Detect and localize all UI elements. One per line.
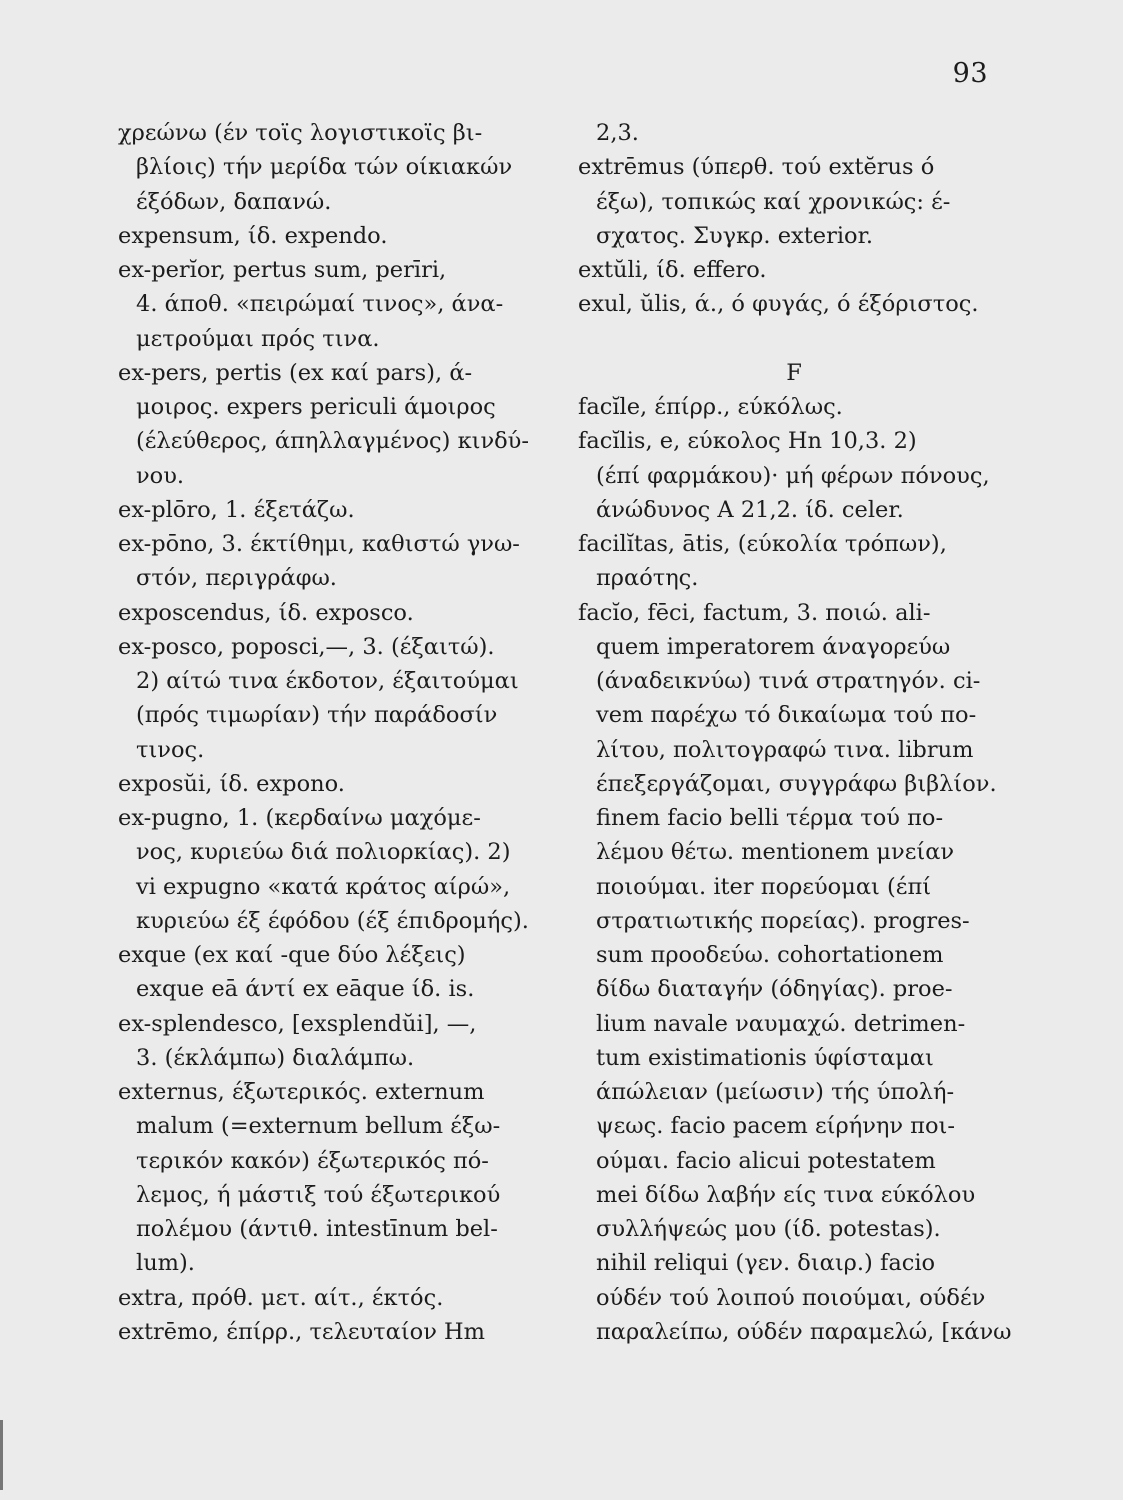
text-line: vem παρέχω τό δικαίωμα τού πο- xyxy=(596,702,977,729)
text-line: lum). xyxy=(136,1250,195,1277)
text-line: sum προοδεύω. cohortationem xyxy=(596,942,944,968)
text-line: exque eā άντί ex eāque ίδ. is. xyxy=(136,976,475,1003)
left-column xyxy=(118,116,546,1349)
text-line: βλίοις) τήν μερίδα τών οίκιακών xyxy=(136,154,513,181)
text-line: έξόδων, δαπανώ. xyxy=(136,188,332,215)
text-line xyxy=(578,322,1010,356)
text-line: χρεώνω (έν τοϊς λογιστικοϊς βι- xyxy=(118,120,483,146)
text-line: facilĭtas, ātis, (εύκολία τρόπων), xyxy=(578,531,947,557)
text-line: στόν, περιγράφω. xyxy=(136,565,337,592)
text-line: λεμος, ή μάστιξ τού έξωτερικού xyxy=(136,1181,501,1208)
text-line: λέμου θέτω. mentionem μνείαν xyxy=(596,839,955,866)
text-line: malum (=externum bellum έξω- xyxy=(136,1113,501,1140)
text-line: νος, κυριεύω διά πολιορκίας). 2) xyxy=(136,839,511,866)
text-line: στρατιωτικής πορείας). progres- xyxy=(596,907,970,934)
text-line: ψεως. facio pacem είρήνην ποι- xyxy=(596,1113,955,1140)
right-column xyxy=(578,116,1010,1349)
section-letter: F xyxy=(786,359,802,386)
text-line: facĭlis, e, εύκολος Hn 10,3. 2) xyxy=(578,428,917,455)
text-line: vi expugno «κατά κράτος αίρώ», xyxy=(136,873,511,900)
text-line: ποιούμαι. iter πορεύομαι (έπί xyxy=(596,873,932,900)
page-edge-mark xyxy=(0,1420,3,1490)
text-line: (έλεύθερος, άπηλλαγμένος) κινδύ- xyxy=(136,428,529,455)
text-line: exposŭi, ίδ. expono. xyxy=(118,770,345,797)
text-line: extŭli, ίδ. effero. xyxy=(578,257,767,283)
text-line: ex-plōro, 1. έξετάζω. xyxy=(118,496,355,523)
text-line: facĭo, fēci, factum, 3. ποιώ. ali- xyxy=(578,599,931,626)
text-line: παραλείπω, ούδέν παραμελώ, [κάνω xyxy=(596,1318,1012,1345)
text-line: ούμαι. facio alicui potestatem xyxy=(596,1147,936,1174)
text-line: externus, έξωτερικός. externum xyxy=(118,1079,485,1105)
text-line: σχατος. Συγκρ. exterior. xyxy=(596,222,874,249)
text-line: έξω), τοπικώς καί χρονικώς: έ- xyxy=(596,188,951,215)
text-line: lium navale ναυμαχώ. detrimen- xyxy=(596,1010,966,1037)
text-line: μοιρος. expers periculi άμοιρος xyxy=(136,394,496,420)
text-line: 2,3. xyxy=(596,120,639,146)
text-line: extrēmus (ύπερθ. τού extĕrus ό xyxy=(578,154,935,181)
text-line: δίδω διαταγήν (όδηγίας). proe- xyxy=(596,976,953,1003)
text-line: λίτου, πολιτογραφώ τινα. librum xyxy=(596,736,974,763)
text-line: άπώλειαν (μείωσιν) τής ύπολή- xyxy=(596,1079,955,1105)
text-line: exque (ex καί -que δύο λέξεις) xyxy=(118,942,466,968)
text-line: 2) αίτώ τινα έκδοτον, έξαιτούμαι xyxy=(136,668,519,694)
text-line: ούδέν τού λοιπού ποιούμαι, ούδέν xyxy=(596,1284,986,1311)
text-line: συλλήψεώς μου (ίδ. potestas). xyxy=(596,1216,941,1242)
text-line: ex-pugno, 1. (κερδαίνω μαχόμε- xyxy=(118,805,481,831)
text-line: mei δίδω λαβήν είς τινα εύκόλου xyxy=(596,1181,976,1208)
text-line: (έπί φαρμάκου)· μή φέρων πόνους, xyxy=(596,462,990,489)
text-line: νου. xyxy=(136,462,185,489)
text-line: extra, πρόθ. μετ. αίτ., έκτός. xyxy=(118,1284,444,1311)
text-line: exul, ŭlis, ά., ό φυγάς, ό έξόριστος. xyxy=(578,291,979,318)
page-number: 93 xyxy=(952,58,988,89)
text-line: πραότης. xyxy=(596,565,699,592)
text-line: ex-pers, pertis (ex καί pars), ά- xyxy=(118,359,473,386)
text-line: nihil reliqui (γεν. διαιρ.) facio xyxy=(596,1250,936,1277)
text-line: quem imperatorem άναγορεύω xyxy=(596,633,951,660)
text-line: (πρός τιμωρίαν) τήν παράδοσίν xyxy=(136,702,498,729)
text-line: ex-posco, poposci,—, 3. (έξαιτώ). xyxy=(118,633,495,660)
text-line: τερικόν κακόν) έξωτερικός πό- xyxy=(136,1147,489,1174)
text-line: extrēmo, έπίρρ., τελευταίον Hm xyxy=(118,1318,485,1345)
text-line: expensum, ίδ. expendo. xyxy=(118,222,388,249)
text-line: facĭle, έπίρρ., εύκόλως. xyxy=(578,394,843,420)
text-line: tum existimationis ύφίσταμαι xyxy=(596,1044,934,1071)
text-line: 3. (έκλάμπω) διαλάμπω. xyxy=(136,1044,415,1071)
text-line: exposcendus, ίδ. exposco. xyxy=(118,599,414,626)
text-line: έπεξεργάζομαι, συγγράφω βιβλίον. xyxy=(596,770,997,797)
text-line: κυριεύω έξ έφόδου (έξ έπιδρομής). xyxy=(136,907,529,934)
text-line: ex-splendesco, [exsplendŭi], —, xyxy=(118,1010,477,1037)
text-line: finem facio belli τέρμα τού πο- xyxy=(596,805,944,831)
text-line: 4. άποθ. «πειρώμαί τινος», άνα- xyxy=(136,291,504,318)
text-line: μετρούμαι πρός τινα. xyxy=(136,325,380,352)
text-line: πολέμου (άντιθ. intestīnum bel- xyxy=(136,1216,498,1242)
text-line: τινος. xyxy=(136,736,205,763)
text-line: ex-perĭor, pertus sum, perīri, xyxy=(118,257,447,283)
text-line: άνώδυνος A 21,2. ίδ. celer. xyxy=(596,496,904,523)
text-line: ex-pōno, 3. έκτίθημι, καθιστώ γνω- xyxy=(118,531,520,557)
text-line: (άναδεικνύω) τινά στρατηγόν. ci- xyxy=(596,668,981,694)
